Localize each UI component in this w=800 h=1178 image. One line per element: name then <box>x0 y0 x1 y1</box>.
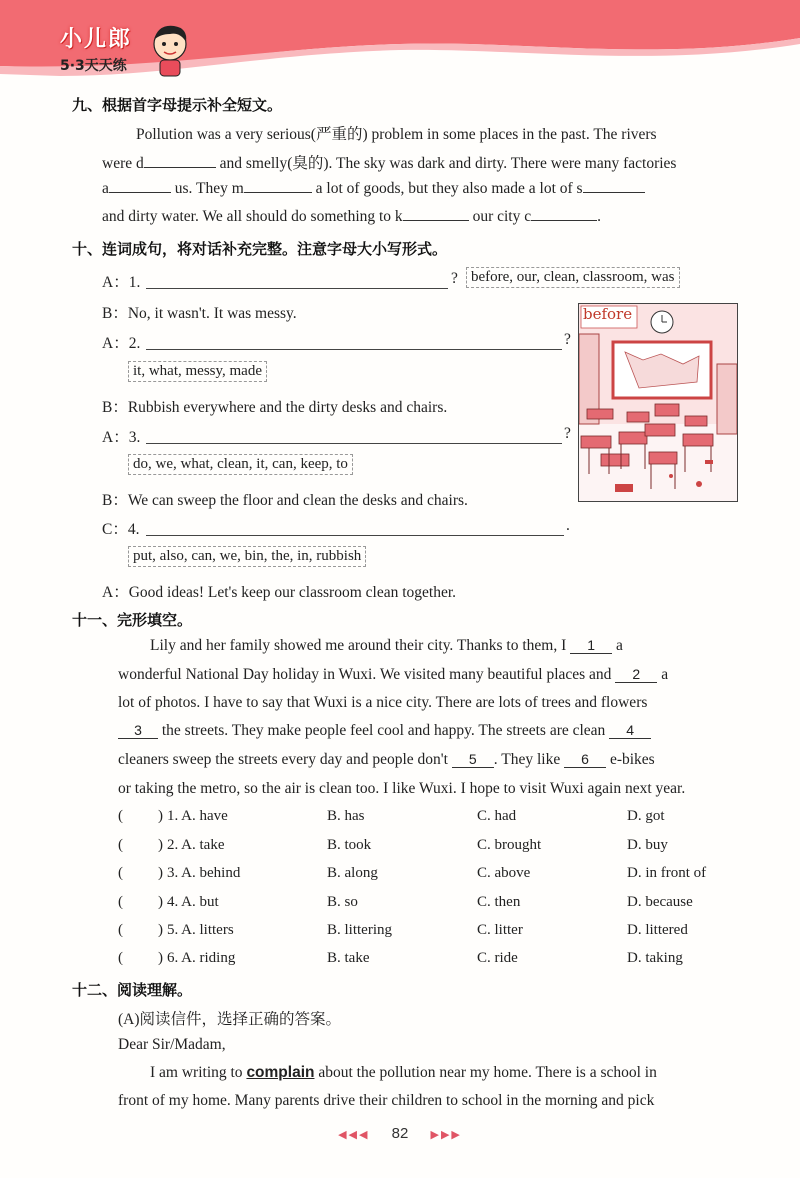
s11-line-3: lot of photos. I have to say that Wuxi is a nice city. There are lots of trees and flowers <box>118 694 648 711</box>
hint-box-1: before, our, clean, classroom, was <box>466 267 680 288</box>
option-c: C. above <box>477 865 531 881</box>
s11-text: Lily and her family showed me around their city. Thanks to them, I <box>150 637 567 654</box>
letter-text: I am writing to <box>150 1064 243 1081</box>
option-b: B. littering <box>327 922 392 938</box>
s11-text: e-bikes <box>609 751 655 768</box>
classroom-picture <box>578 303 738 502</box>
option-d: D. got <box>627 808 665 824</box>
option-c: C. brought <box>477 837 542 853</box>
a3-label: A：3. <box>102 429 141 446</box>
option-a: 1. A. have <box>167 808 228 824</box>
hint-box-2: it, what, messy, made <box>128 361 267 382</box>
option-a: 5. A. litters <box>167 922 234 938</box>
option-b: B. took <box>327 837 372 853</box>
logo-subtitle: 5·3天天练 <box>60 58 127 74</box>
answer-blank[interactable] <box>531 220 597 221</box>
s11-text: . They like <box>493 751 561 768</box>
option-b: B. so <box>327 894 358 910</box>
s11-line-2 <box>118 666 668 684</box>
answer-paren-close: ) <box>158 950 163 966</box>
letter-text: about the pollution near my home. There is a school in <box>318 1064 657 1081</box>
s12-subtitle: (A)阅读信件，选择正确的答案。 <box>118 1011 342 1028</box>
option-d: D. because <box>627 894 693 910</box>
s9-text: us. They m <box>174 180 244 197</box>
option-a: 6. A. riding <box>167 950 236 966</box>
answer-blank[interactable] <box>244 192 312 193</box>
question-mark: ? <box>564 425 571 442</box>
s9-text: a lot of goods, but they also made a lot of s <box>315 180 583 197</box>
option-d: D. taking <box>627 950 683 966</box>
option-c: C. litter <box>477 922 523 938</box>
answer-blank[interactable] <box>583 192 645 193</box>
answer-paren-close: ) <box>158 808 163 824</box>
answer-line-3[interactable] <box>146 443 562 444</box>
period: . <box>566 517 570 534</box>
option-b: B. along <box>327 865 378 881</box>
cloze-blank-1[interactable]: 1 <box>570 637 612 654</box>
cloze-blank-5[interactable]: 5 <box>452 751 494 768</box>
answer-blank[interactable] <box>144 167 216 168</box>
answer-paren-open[interactable]: ( <box>118 837 123 853</box>
s11-text: the streets. They make people feel cool and happy. The streets are clean <box>161 722 606 739</box>
section-9-title: 九、根据首字母提示补全短文。 <box>72 96 283 114</box>
option-b: B. take <box>327 950 370 966</box>
s9-text: and smelly(臭的). The sky was dark and dirty. There were many factories <box>219 155 677 172</box>
answer-paren-open[interactable]: ( <box>118 950 123 966</box>
option-b: B. has <box>327 808 365 824</box>
letter-greeting: Dear Sir/Madam, <box>118 1036 226 1053</box>
option-a: 2. A. take <box>167 837 225 853</box>
question-mark: ? <box>451 270 458 287</box>
s11-line-6: or taking the metro, so the air is clean too. I like Wuxi. I hope to visit Wuxi again next year. <box>118 780 686 797</box>
s11-text: cleaners sweep the streets every day and people don't <box>118 751 448 768</box>
s9-line-3 <box>102 180 645 198</box>
a2-label: A：2. <box>102 335 141 352</box>
cloze-blank-2[interactable]: 2 <box>615 666 657 683</box>
hint-box-3: do, we, what, clean, it, can, keep, to <box>128 454 353 475</box>
s11-text: a <box>616 637 623 654</box>
answer-line-1[interactable] <box>146 288 448 289</box>
option-d: D. in front of <box>627 865 707 881</box>
s11-text: wonderful National Day holiday in Wuxi. We visited many beautiful places and <box>118 666 612 683</box>
classroom-illustration <box>579 304 737 501</box>
logo <box>60 22 132 75</box>
s11-line-4 <box>118 722 651 740</box>
s9-line-2 <box>102 151 676 173</box>
picture-label: before <box>583 305 633 323</box>
answer-paren-close: ) <box>158 837 163 853</box>
question-mark: ? <box>564 331 571 348</box>
option-d: D. littered <box>627 922 688 938</box>
header-band <box>0 0 800 80</box>
s9-text: our city c <box>472 208 532 225</box>
left-arrows-icon: ◀◀◀ <box>338 1129 370 1141</box>
answer-paren-open[interactable]: ( <box>118 894 123 910</box>
hint-box-4: put, also, can, we, bin, the, in, rubbish <box>128 546 366 567</box>
logo-title: 小儿郎 <box>60 27 133 52</box>
a-end-line: A：Good ideas! Let's keep our classroom clean together. <box>102 584 457 601</box>
s9-text: . <box>597 208 601 225</box>
b2-line: B：Rubbish everywhere and the dirty desks and chairs. <box>102 399 448 416</box>
section-11-title: 十一、完形填空。 <box>72 611 193 629</box>
answer-paren-close: ) <box>158 865 163 881</box>
b1-line: B：No, it wasn't. It was messy. <box>102 305 297 322</box>
mascot-icon <box>148 22 192 78</box>
s9-text: and dirty water. We all should do something to k <box>102 208 403 225</box>
a1-label: A：1. <box>102 274 141 291</box>
option-c: C. had <box>477 808 517 824</box>
b3-line: B：We can sweep the floor and clean the desks and chairs. <box>102 492 468 509</box>
option-a: 4. A. but <box>167 894 219 910</box>
option-a: 3. A. behind <box>167 865 241 881</box>
answer-blank[interactable] <box>109 192 171 193</box>
answer-blank[interactable] <box>403 220 469 221</box>
s11-text: a <box>661 666 669 683</box>
letter-line-1 <box>150 1064 657 1082</box>
answer-line-4[interactable] <box>146 535 564 536</box>
answer-paren-open[interactable]: ( <box>118 865 123 881</box>
answer-paren-open[interactable]: ( <box>118 808 123 824</box>
page-number: 82 <box>391 1125 409 1142</box>
option-c: C. then <box>477 894 521 910</box>
page-footer <box>0 1125 800 1142</box>
s9-line-4 <box>102 208 601 226</box>
cloze-blank-3[interactable]: 3 <box>118 722 158 739</box>
answer-line-2[interactable] <box>146 349 562 350</box>
answer-paren-open[interactable]: ( <box>118 922 123 938</box>
s9-line-1: Pollution was a very serious(严重的) problem in some places in the past. The rivers <box>136 126 657 143</box>
letter-line-2: front of my home. Many parents drive their children to school in the morning and pick <box>118 1092 655 1109</box>
section-12-title: 十二、阅读理解。 <box>72 981 193 999</box>
answer-paren-close: ) <box>158 922 163 938</box>
answer-paren-close: ) <box>158 894 163 910</box>
s9-text: were d <box>102 155 144 172</box>
option-c: C. ride <box>477 950 518 966</box>
c4-label: C：4. <box>102 521 140 538</box>
keyword-complain: complain <box>246 1064 315 1081</box>
cloze-blank-6[interactable]: 6 <box>564 751 606 768</box>
option-d: D. buy <box>627 837 668 853</box>
section-10-title: 十、连词成句，将对话补充完整。注意字母大小写形式。 <box>72 240 448 258</box>
s11-line-5 <box>118 751 655 769</box>
s11-line-1 <box>150 637 623 655</box>
s9-text: a <box>102 180 109 197</box>
right-arrows-icon: ▶▶▶ <box>430 1129 462 1141</box>
cloze-blank-4[interactable]: 4 <box>609 722 651 739</box>
